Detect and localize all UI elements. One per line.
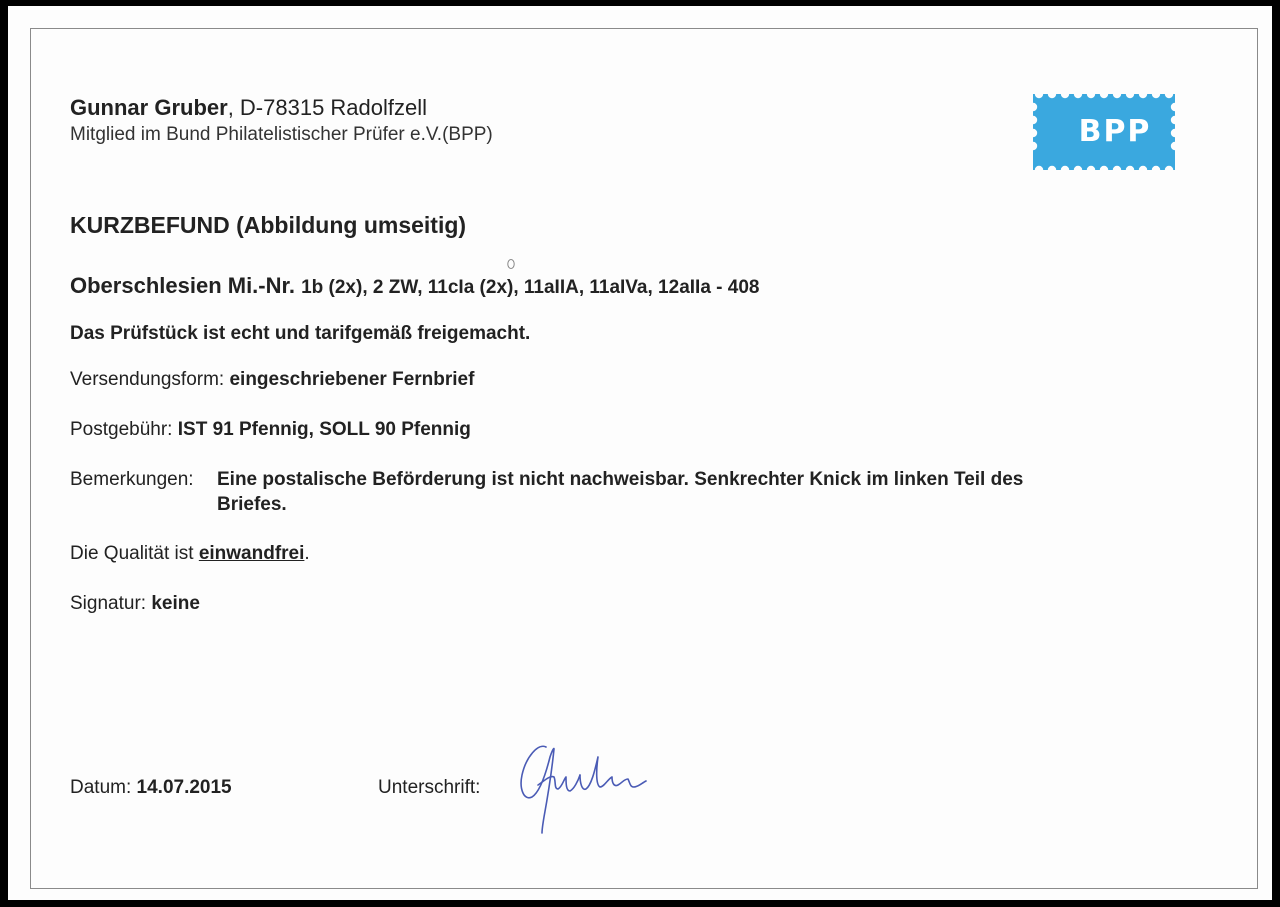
catalog-line — [70, 273, 759, 299]
catalog-prefix: Oberschlesien Mi.-Nr. — [70, 273, 302, 298]
signatur-label: Signatur: — [70, 593, 152, 614]
signatur-row — [70, 593, 200, 615]
issuer-header — [70, 95, 427, 121]
signature-label: Unterschrift: — [378, 777, 481, 798]
postage-label: Postgebühr: — [70, 419, 178, 440]
shipping-value: eingeschriebener Fernbrief — [229, 369, 475, 390]
remarks-line-1: Eine postalische Beförderung ist nicht nachweisbar. Senkrechter Knick im linken Teil des — [217, 469, 1024, 490]
shipping-label: Versendungsform: — [70, 369, 230, 390]
date-label: Datum: — [70, 777, 137, 798]
verdict-text: Das Prüfstück ist echt und tarifgemäß freigemacht. — [70, 323, 531, 344]
signatur-value: keine — [151, 593, 200, 614]
issuer-name: Gunnar Gruber — [70, 95, 228, 120]
quality-row — [70, 543, 310, 565]
svg-text:BPP: BPP — [1078, 114, 1152, 149]
remarks-label: Bemerkungen: — [70, 469, 194, 490]
postage-row — [70, 419, 471, 441]
shipping-row — [70, 369, 474, 391]
quality-suffix: . — [304, 543, 310, 564]
report-heading: KURZBEFUND (Abbildung umseitig) — [70, 212, 467, 238]
issuer-location: , D-78315 Radolfzell — [227, 95, 428, 120]
quality-label: Die Qualität ist — [70, 543, 199, 564]
date-row — [70, 777, 232, 799]
date-value: 14.07.2015 — [136, 777, 232, 798]
issuer-membership: Mitglied im Bund Philatelistischer Prüfer e.V.(BPP) — [70, 124, 493, 145]
bpp-logo — [1027, 88, 1181, 176]
quality-value: einwandfrei — [198, 543, 305, 564]
remarks-line-2: Briefes. — [217, 494, 287, 515]
postage-value: IST 91 Pfennig, SOLL 90 Pfennig — [177, 419, 471, 440]
handwritten-mark — [506, 257, 516, 271]
handwritten-signature — [508, 735, 652, 835]
catalog-numbers: 1b (2x), 2 ZW, 11cIa (2x), 11aIIA, 11aIVa, 12aIIa - 408 — [301, 277, 760, 298]
